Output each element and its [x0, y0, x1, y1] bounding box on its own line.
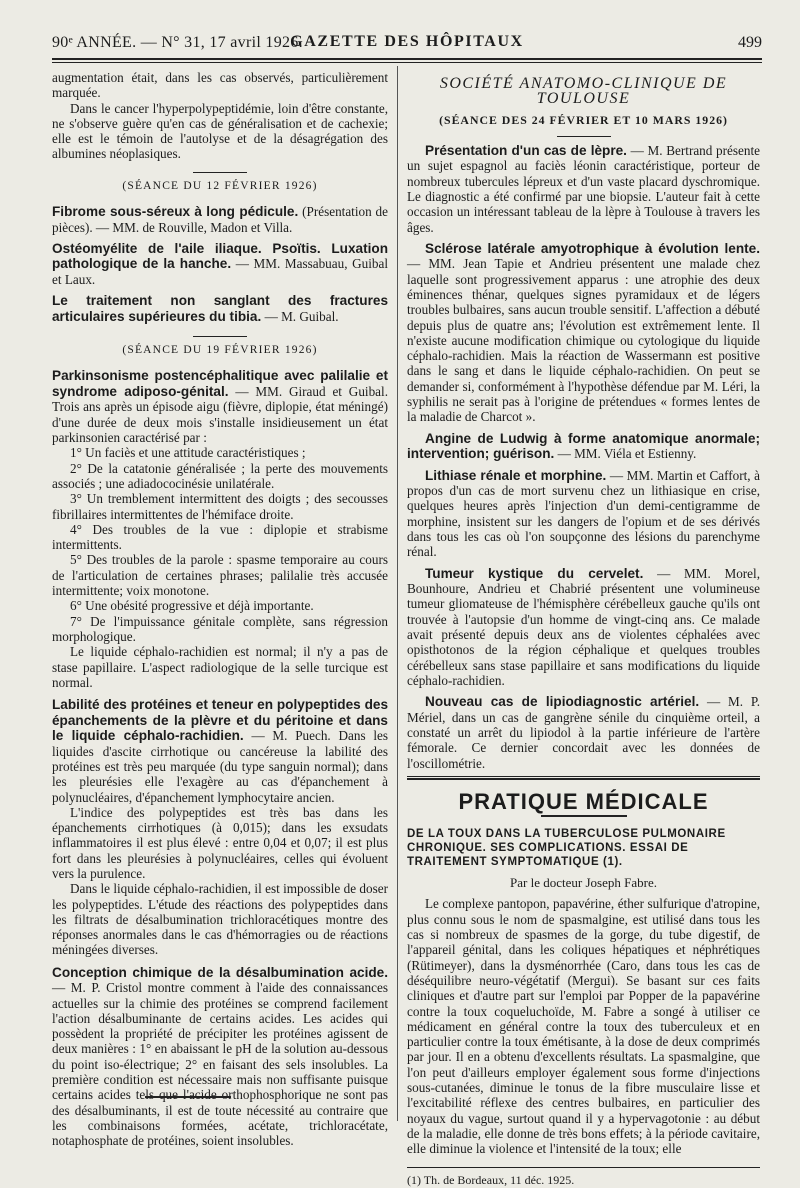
section-title: PRATIQUE MÉDICALE: [458, 788, 709, 814]
communication-title: Ostéomyélite de l'aile iliaque. Psoïtis. Luxation pathologique de la hanche.: [52, 240, 388, 272]
end-rule: [145, 1096, 231, 1098]
communication-authors: — M. Guibal.: [261, 308, 339, 324]
paragraph: Dans le cancer l'hyperpolypeptidémie, loin d'être constante, ne s'observe guère qu'en cas de généralisation et de cachexie; elle est le témoin de l'autolyse et de la désagrégation des albumines néoplasiques.: [52, 100, 388, 162]
issue-info: 90ᵉ ANNÉE. — N° 31, 17 avril 1926.: [52, 34, 303, 51]
communication-title: Labilité des protéines et teneur en polypeptides des épanchements de la plèvre et du péritoine et dans le liquide céphalo-rachidien.: [52, 697, 388, 744]
section-rule-thick: [407, 778, 760, 780]
communication-title: Conception chimique de la désalbumination acide.: [52, 964, 388, 980]
session-heading: (SÉANCE DU 19 FÉVRIER 1926): [122, 344, 318, 357]
communication-title: Nouveau cas de lipiodiagnostic artériel.: [425, 694, 700, 710]
communication-title: Le traitement non sanglant des fractures articulaires supérieures du tibia.: [52, 293, 388, 324]
communication-lipiodiagnostic: [407, 694, 760, 771]
session-heading: (SÉANCE DES 24 FÉVRIER ET 10 MARS 1926): [439, 112, 728, 127]
communication-body: — MM. Jean Tapie et Andrieu présentent une malade chez laquelle sont progressivement apparus : une atrophie des deux éminences thénar, quelques signes pyramidaux et de légers troubles bulbaires, sans aucun trouble sensitif. L'affection a débuté depuis plus de quatre ans; l'évolution est extrêmement lente. Il n'existe aucune modification chimique ou cytologique du liquide céphalo-rachidien. Mais la réaction de Wassermann est positive dans le sang et dans le liquide céphalo-rachidien. On peut se demander si, conformément à l'hypothèse défendue par M. Léri, la syphilis ne serait pas à l'origine de prétendues « formes lentes de la maladie de Charcot ».: [407, 256, 760, 425]
communication-title: Sclérose latérale amyotrophique à évolution lente.: [425, 240, 760, 256]
communication-title: Présentation d'un cas de lèpre.: [425, 142, 627, 158]
footnote-rule: [407, 1167, 760, 1168]
section-rule: [407, 776, 760, 777]
page-header: [52, 30, 762, 56]
communication-title: Parkinsonisme postencéphalitique avec palilalie et syndrome adiposo-génital.: [52, 368, 388, 399]
paragraph: L'indice des polypeptides est très bas dans les épanchements cirrhotiques (à 0,015); dans les exsudats inflammatoires il est plus élevé : entre 0,04 et 0,07; il est plus fort dans les pleurésies à polynucléaires, celles qui évoluent vers la purulence.: [52, 804, 388, 881]
communication-body: — MM. Morel, Bounhoure, Andrieu et Chabrié présentent une volumineuse tumeur gliomateuse de l'hémisphère cérébelleux gauche qu'ils ont trouvée à l'autopsie d'un homme de vingt-cinq ans. Ce malade avait présenté depuis deux ans de violentes céphalées avec opisthotonos de la région céphalique et quelques troubles cérébelleux sans stase papillaire et sans modifications du liquide céphalo-rachidien.: [407, 565, 760, 688]
communication-authors: — MM. Massabuau, Guibal et Laux.: [52, 256, 388, 287]
communication-tumeur: [407, 566, 760, 689]
list-item: 3° Un tremblement intermittent des doigts ; des secousses fibrillaires intermittentes de l'hémiface droite.: [52, 491, 388, 522]
communication-body: — M. Bertrand présente un sujet espagnol au faciès léonin caractéristique, porteur de nombreux tubercules lépreux et d'un vaste placard dyschromique. Le diagnostic a été confirmé par une biopsie. L'auteur fait à cette occasion un intéressant tableau de la lèpre à Toulouse à travers les âges.: [407, 142, 760, 235]
header-rule: [52, 58, 762, 60]
communication-title: Tumeur kystique du cervelet.: [425, 565, 644, 581]
communication-body: — M. P. Mériel, dans un cas de gangrène sénile du cinquième orteil, a constaté un arrêt du lipiodol à la partie inférieure de l'artère fémorale. Ce dernier concordait avec les données de l'oscillométrie.: [407, 694, 760, 771]
list-item: 6° Une obésité progressive et déjà importante.: [70, 598, 314, 614]
column-divider: [397, 66, 398, 1121]
article-body: Le complexe pantopon, papavérine, éther sulfurique d'atropine, plus connu sous le nom de spasmalgine, est utilisé dans tous les cas si nombreux de spasmes de la gorge, du tube digestif, de l'appareil génital, dans les coliques hépatiques et néphrétiques (Rütimeyer), dans la dysménorrhée (Caro, dans tous les cas de déséquilibre neuro-végétatif (Mergui). Se basant sur ces faits cliniques et d'autre part sur l'emploi par Popper de la papavérine contre la toux coqueluchoïde, M. Fabre a songé à utiliser ce médicament en général contre la toux des tuberculeux et en particulier contre la toux émétisante, à la dose de deux comprimés par jour. Il en a obtenu d'excellents résultats. La spasmalgine, que l'on peut d'ailleurs employer également sous forme d'injections sous-cutanées, diminue le tonus de la fibre musculaire lisse et l'excitabilité réflexe des centres bulbaires, en particulier des noyaux du vague, surtout quand il y a hypervagotonie : au début de la maladie, elle donne de très bons effets; à la période cavitaire, elle diminue la violence et l'intensité de la toux; elle: [407, 896, 760, 1157]
society-title: SOCIÉTÉ ANATOMO-CLINIQUE DE TOULOUSE: [439, 75, 728, 108]
communication-traitement: [52, 293, 388, 324]
communication-body: — M. Puech. Dans les liquides d'ascite cirrhotique ou cancéreuse la labilité des protéines est très peu marquée (du type sanguin normal); dans les pleurésies elle l'exagère au cas d'épanchement à polynucléaires, d'épanchement lymphocytaire ancien.: [52, 728, 388, 805]
journal-title: GAZETTE DES HÔPITAUX: [290, 33, 524, 50]
communication-title: Angine de Ludwig à forme anatomique anormale; intervention; guérison.: [407, 430, 760, 462]
footnote: (1) Th. de Bordeaux, 11 déc. 1925.: [407, 1172, 575, 1187]
separator: [193, 336, 247, 337]
list-item: 4° Des troubles de la vue : diplopie et strabisme intermittents.: [52, 521, 388, 553]
communication-osteomyelite: [52, 241, 388, 287]
page-number: 499: [738, 34, 762, 51]
paragraph: Dans le liquide céphalo-rachidien, il est impossible de doser les polypeptides. L'étude des réactions des polypeptides dans les filtrats de désalbumination trichloracétiques montre des réponses anormales dans le cas d'hémorragies ou de réactions méningées diverses.: [52, 881, 388, 958]
communication-labilite: [52, 697, 388, 805]
communication-title: Lithiase rénale et morphine.: [425, 467, 607, 483]
paragraph: augmentation était, dans les cas observés, particulièrement marquée.: [52, 70, 388, 101]
communication-title: Fibrome sous-séreux à long pédicule.: [52, 204, 299, 220]
left-column: [52, 70, 388, 1149]
right-column: [407, 70, 760, 1188]
communication-ludwig: [407, 431, 760, 462]
article-heading: DE LA TOUX DANS LA TUBERCULOSE PULMONAIRE CHRONIQUE. SES COMPLICATIONS. ESSAI DE TRAITEMENT SYMPTOMATIQUE (1).: [407, 828, 726, 869]
communication-body: — MM. Giraud et Guibal. Trois ans après un épisode aigu (fièvre, diplopie, état méningé) d'une durée de deux mois s'installe insidieusement un état parkinsonien caractérisé par :: [52, 383, 388, 446]
list-item: 1° Un faciès et une attitude caractéristiques ;: [70, 445, 306, 461]
communication-authors: — MM. Viéla et Estienny.: [554, 446, 697, 462]
communication-authors: (Présentation de pièces). — MM. de Rouville, Madon et Villa.: [52, 204, 388, 235]
paragraph: Le liquide céphalo-rachidien est normal; il n'y a pas de stase papillaire. L'aspect radiologique de la selle turcique est normal.: [52, 644, 388, 690]
session-heading: (SÉANCE DU 12 FÉVRIER 1926): [122, 179, 318, 192]
list-item: 7° De l'impuissance génitale complète, sans régression morphologique.: [52, 613, 388, 644]
communication-lepre: [407, 143, 760, 235]
communication-lithiase: [407, 468, 760, 560]
communication-fibrome: [52, 204, 388, 235]
communication-body: — M. P. Cristol montre comment à l'aide des connaissances actuelles sur la chimie des protéines se comprend facilement l'action désalbuminante de certains acides. Les acides qui possèdent la propriété de précipiter les protéines agissent de deux manières : 1° en abaissant le pH de la solution au-dessous du point iso-électrique; 2° en faisant des sels insolubles. La première condition est nécessaire mais non suffisante puisque certains acides tels que l'acide orthophosphorique ne sont pas des désalbuminants, il est de toute nécessité au contraire que les combinaisons formées, acétate, trichloracétate, notaphosphate de protéines, soient insolubles.: [52, 980, 388, 1149]
article-byline: Par le docteur Joseph Fabre.: [510, 875, 657, 891]
list-item: 5° Des troubles de la parole : spasme temporaire au cours de l'articulation de certaines phrases; palilalie très accusée intermittente; voix monotone.: [52, 552, 388, 599]
communication-sclerose: [407, 241, 760, 425]
communication-parkinsonisme: [52, 368, 388, 445]
header-rule-thin: [52, 62, 762, 63]
communication-body: — MM. Martin et Caffort, à propos d'un cas de mort survenu chez un lithiasique en crise, quelques heures après l'injection d'un demi-centigramme de morphine, insistent sur les dangers de l'opium et de ses dérivés dans tous les cas où l'on soupçonne des lésions du parenchyme rénal.: [407, 467, 760, 560]
list-item: 2° De la catatonie généralisée ; la perte des mouvements associés ; une adiadococinésie unilatérale.: [52, 460, 388, 491]
separator: [193, 172, 247, 173]
communication-conception: [52, 965, 388, 1149]
